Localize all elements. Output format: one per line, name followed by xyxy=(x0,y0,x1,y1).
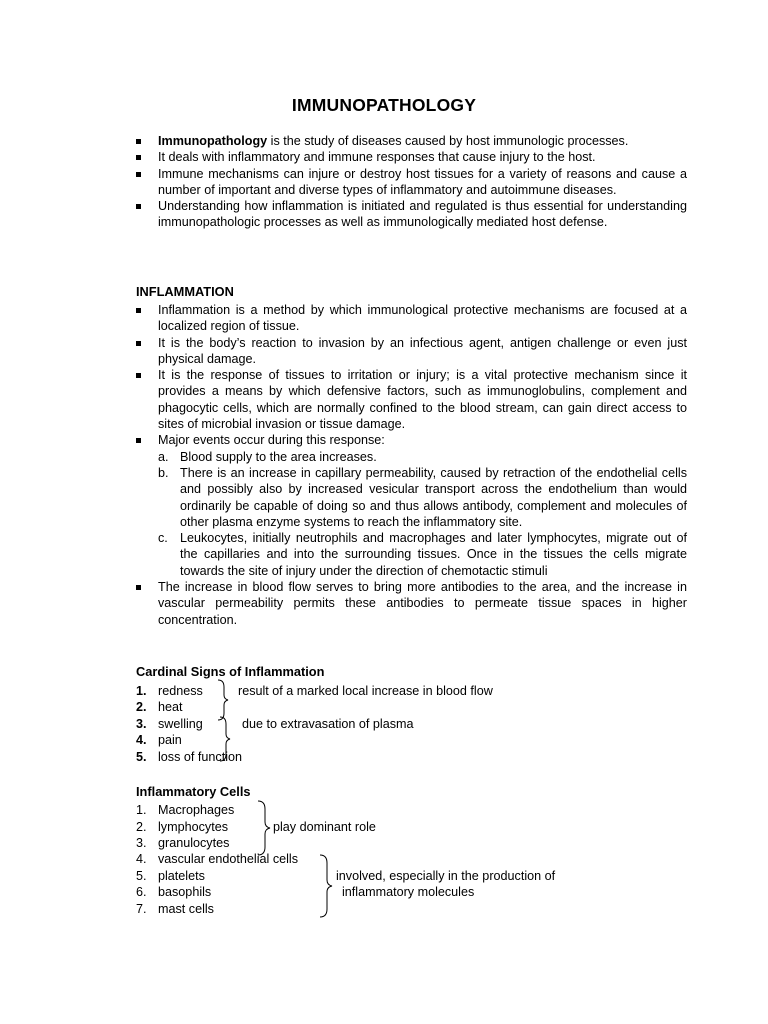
item-text: The increase in blood flow serves to bring more antibodies to the area, and the increase in vascular permeability permits these antibodies to permeate tissue spaces in higher concentration. xyxy=(158,580,687,627)
item-text: Inflammation is a method by which immunological protective mechanisms are focused at a localized region of tissue. xyxy=(158,303,687,334)
item-text: platelets xyxy=(158,869,205,883)
item-number: 1. xyxy=(136,684,147,698)
section-heading-inflammation: INFLAMMATION xyxy=(136,284,234,299)
item-number: 3. xyxy=(136,717,147,731)
item-text: lymphocytes xyxy=(158,820,228,834)
list-item xyxy=(136,335,687,368)
section-heading-inflammatory-cells: Inflammatory Cells xyxy=(136,784,251,799)
item-text: basophils xyxy=(158,885,212,899)
item-text: Major events occur during this response: xyxy=(158,433,385,448)
sub-marker: a. xyxy=(158,449,169,464)
item-number: 4. xyxy=(136,733,147,747)
item-text: It is the response of tissues to irritation or injury; is a vital protective mechanism since it provides a means by which defensive factors, such as immunoglobulins, complement and phagocytic cells, which are normally confined to the blood stream, can gain direct access to sites of microbial invasion or tissue damage. xyxy=(158,368,687,432)
list-item xyxy=(136,579,687,628)
item-text: mast cells xyxy=(158,902,214,916)
list-item xyxy=(136,302,687,335)
sub-list-item xyxy=(158,530,687,579)
term-bold: Immunopathology xyxy=(158,134,268,148)
item-text: redness xyxy=(158,684,203,698)
item-text: pain xyxy=(158,733,182,747)
right-brace-icon xyxy=(216,679,230,721)
item-text: granulocytes xyxy=(158,836,230,850)
list-item xyxy=(136,367,687,432)
item-text: swelling xyxy=(158,717,203,731)
item-number: 5. xyxy=(136,750,147,764)
item-text: There is an increase in capillary permeability, caused by retraction of the endothelial cells and possibly also by increased vesicular transport across the endothelium than would ordinarily be capable of doing so and thus allows antibody, complement and molecules of other plasma enzyme systems to reach the inflammatory site. xyxy=(180,465,687,529)
events-sublist xyxy=(158,449,687,579)
intro-bullet-list xyxy=(136,133,687,231)
item-number: 4. xyxy=(136,852,147,866)
right-brace-icon xyxy=(318,854,334,918)
sub-list-item xyxy=(158,449,687,465)
sub-marker: b. xyxy=(158,465,169,480)
item-number: 6. xyxy=(136,885,147,899)
inflammation-bullet-list xyxy=(136,302,687,628)
item-text: Leukocytes, initially neutrophils and macrophages and later lymphocytes, migrate out of the capillaries and into the surrounding tissues. Once in the tissues the cells migrate towards the site of injury under the direction of chemotactic stimuli xyxy=(180,531,687,578)
item-number: 3. xyxy=(136,836,147,850)
sub-marker: c. xyxy=(158,531,168,546)
page-title: IMMUNOPATHOLOGY xyxy=(291,95,477,115)
item-number: 7. xyxy=(136,902,147,916)
item-text: Blood supply to the area increases. xyxy=(180,449,377,464)
list-item xyxy=(136,133,687,149)
cardinal-note-blood-flow: result of a marked local increase in blood flow xyxy=(238,684,493,698)
item-text: heat xyxy=(158,700,183,714)
section-heading-cardinal-signs: Cardinal Signs of Inflammation xyxy=(136,664,325,679)
item-text: It is the body’s reaction to invasion by an infectious agent, antigen challenge or even just physical damage. xyxy=(158,335,687,366)
item-number: 2. xyxy=(136,700,147,714)
item-text: It deals with inflammatory and immune responses that cause injury to the host. xyxy=(158,150,596,165)
right-brace-icon xyxy=(218,716,232,762)
item-text: Immune mechanisms can injure or destroy host tissues for a variety of reasons and cause a number of important and diverse types of inflammatory and autoimmune diseases. xyxy=(158,166,687,197)
item-number: 5. xyxy=(136,869,147,883)
right-brace-icon xyxy=(256,800,272,856)
list-item xyxy=(136,432,687,579)
item-text: Macrophages xyxy=(158,803,235,817)
item-text: loss of function xyxy=(158,750,243,764)
cells-note-production-line1: involved, especially in the production of xyxy=(336,869,556,883)
list-item xyxy=(136,166,687,199)
item-text: vascular endothelial cells xyxy=(158,852,299,866)
list-item xyxy=(136,198,687,231)
item-text: Understanding how inflammation is initiated and regulated is thus essential for understanding immunopathologic processes as well as immunologically mediated host defense. xyxy=(158,199,687,230)
cardinal-note-plasma: due to extravasation of plasma xyxy=(242,717,414,731)
sub-list-item xyxy=(158,465,687,530)
item-text: is the study of diseases caused by host immunologic processes. xyxy=(267,134,629,148)
cells-note-dominant: play dominant role xyxy=(273,820,376,834)
item-number: 2. xyxy=(136,820,147,834)
item-number: 1. xyxy=(136,803,147,817)
cells-note-production-line2: inflammatory molecules xyxy=(342,885,475,899)
list-item xyxy=(136,149,687,165)
